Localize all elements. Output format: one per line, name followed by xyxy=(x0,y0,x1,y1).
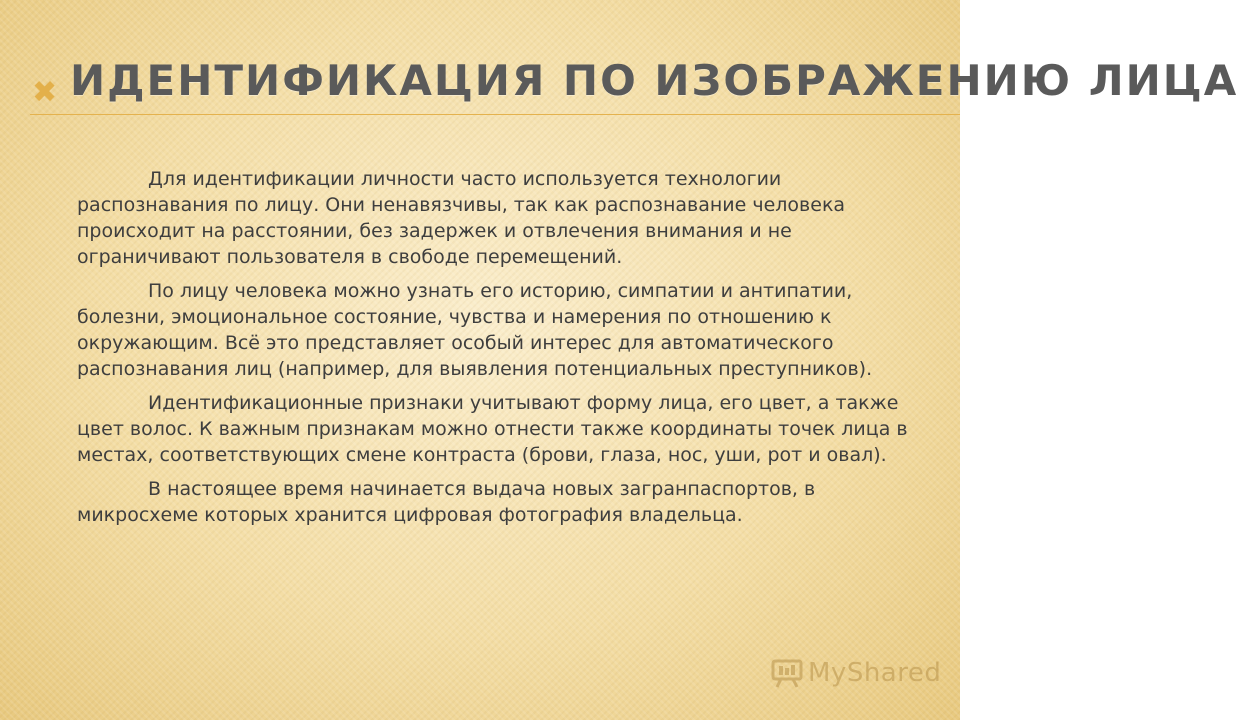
paragraph: В настоящее время начинается выдача новых загранпаспортов, в микросхеме которых хранится цифровая фотография владельца. xyxy=(77,478,816,526)
watermark-logo xyxy=(770,656,941,690)
watermark-text: MyShared xyxy=(808,658,942,688)
title-divider xyxy=(30,114,960,115)
paragraph: По лицу человека можно узнать его историю, симпатии и антипатии, болезни, эмоциональное состояние, чувства и намерения по отношению к окружающим. Всё это представляет особый интерес для автоматического распознавания лиц (например, для выявления потенциальных преступников). xyxy=(77,280,873,380)
presentation-board-icon xyxy=(770,656,804,690)
paragraph: Для идентификации личности часто используется технологии распознавания по лицу. Они ненавязчивы, так как распознавание человека происходит на расстоянии, без задержек и отвлечения внимания и не ограничивают пользователя в свободе перемещений. xyxy=(77,168,846,268)
title-bullet-icon: ✖ xyxy=(32,75,58,110)
slide-title: ИДЕНТИФИКАЦИЯ ПО ИЗОБРАЖЕНИЮ ЛИЦА xyxy=(70,56,1238,105)
paragraph: Идентификационные признаки учитывают форму лица, его цвет, а также цвет волос. К важным признакам можно отнести также координаты точек лица в местах, соответствующих смене контраста (брови, глаза, нос, уши, рот и овал). xyxy=(77,392,908,466)
slide-body xyxy=(77,166,937,536)
